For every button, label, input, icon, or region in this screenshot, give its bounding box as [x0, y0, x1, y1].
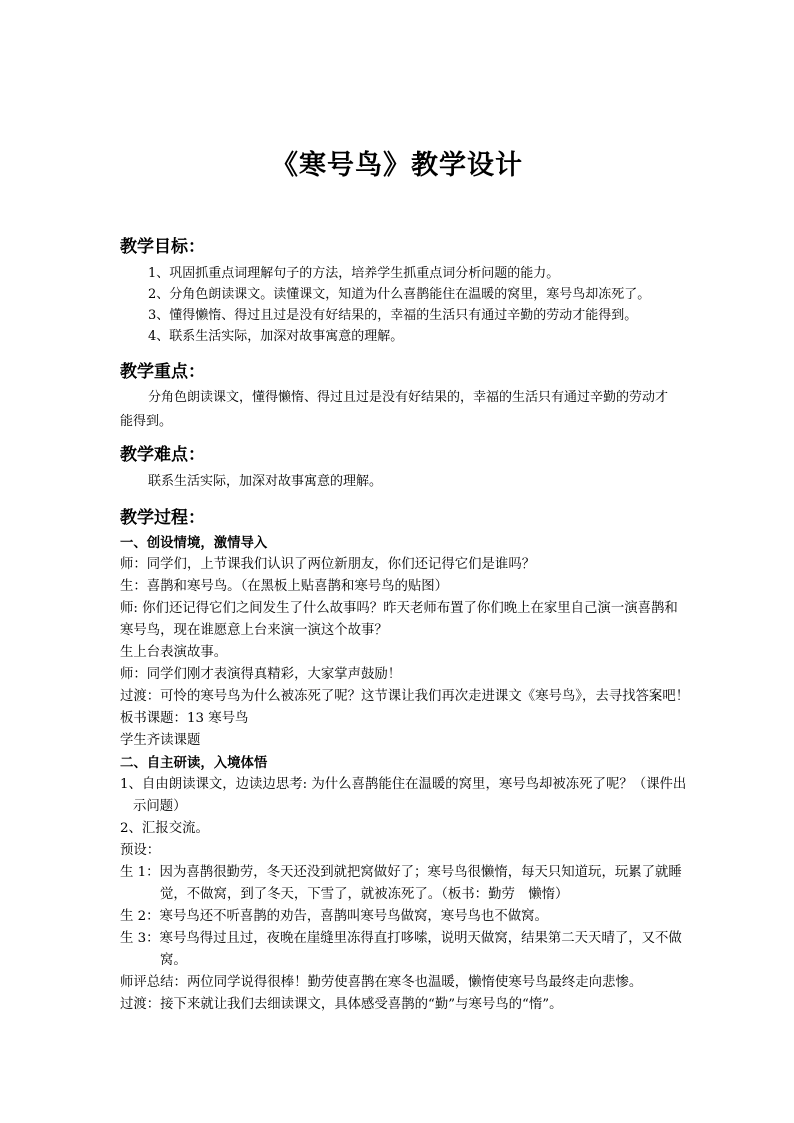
difficulty-heading: 教学难点： — [120, 445, 205, 465]
process-line: 师评总结：两位同学说得很棒！勤劳使喜鹊在寒冬也温暖，懒惰使寒号鸟最终走向悲惨。 — [120, 975, 643, 990]
process-line: 生 2：寒号鸟还不听喜鹊的劝告，喜鹊叫寒号鸟做窝，寒号鸟也不做窝。 — [120, 909, 548, 924]
goal-item: 1、巩固抓重点词理解句子的方法，培养学生抓重点词分析问题的能力。 — [148, 266, 560, 281]
goal-item: 4、联系生活实际，加深对故事寓意的理解。 — [148, 329, 404, 344]
process-line: 师：同学们，上节课我们认识了两位新朋友，你们还记得它们是谁吗？ — [120, 557, 536, 572]
process-line: 1、自由朗读课文，边读边思考: 为什么喜鹊能住在温暖的窝里，寒号鸟却被冻死了呢？（课件出示问题） — [120, 777, 687, 814]
process-line: 过渡：可怜的寒号鸟为什么被冻死了呢？这节课让我们再次走进课文《寒号鸟》，去寻找答案吧！ — [120, 689, 690, 704]
goal-item: 3、懂得懒惰、得过且过是没有好结果的，幸福的生活只有通过辛勤的劳动才能得到。 — [148, 308, 638, 323]
key-text: 分角色朗读课文，懂得懒惰、得过且过是没有好结果的，幸福的生活只有通过辛勤的劳动才能得到。 — [120, 390, 669, 429]
process-line: 生 3：寒号鸟得过且过，夜晚在崖缝里冻得直打哆嗦，说明天做窝，结果第二天天晴了，又不做窝。 — [120, 931, 682, 968]
difficulty-text: 联系生活实际，加深对故事寓意的理解。 — [148, 474, 383, 489]
process-line: 过渡：接下来就让我们去细读课文，具体感受喜鹊的“勤”与寒号鸟的“惰”。 — [120, 997, 563, 1012]
process-subheading: 二、自主研读，入境体悟 — [120, 755, 268, 771]
process-line: 师: 你们还记得它们之间发生了什么故事吗？昨天老师布置了你们晚上在家里自己演一演喜鹊和寒号鸟，现在谁愿意上台来演一演这个故事？ — [120, 601, 678, 638]
process-line: 生上台表演故事。 — [120, 645, 228, 660]
process-line: 生：喜鹊和寒号鸟。（在黑板上贴喜鹊和寒号鸟的贴图） — [120, 579, 449, 594]
process-line: 板书课题：13 寒号鸟 — [120, 711, 249, 726]
process-heading: 教学过程： — [120, 508, 205, 528]
process-line: 学生齐读课题 — [120, 733, 201, 748]
process-body — [120, 532, 690, 1016]
goals-heading: 教学目标： — [120, 237, 205, 257]
process-line: 2、汇报交流。 — [120, 821, 209, 836]
goals-list — [120, 263, 718, 347]
process-line: 师：同学们刚才表演得真精彩，大家掌声鼓励！ — [120, 667, 402, 682]
goal-item: 2、分角色朗读课文。读懂课文，知道为什么喜鹊能住在温暖的窝里，寒号鸟却冻死了。 — [148, 287, 651, 302]
key-heading: 教学重点： — [120, 362, 205, 382]
document-title: 《寒号鸟》教学设计 — [271, 150, 523, 181]
process-subheading: 一、创设情境，激情导入 — [120, 535, 268, 551]
process-line: 生 1：因为喜鹊很勤劳，冬天还没到就把窝做好了；寒号鸟很懒惰，每天只知道玩，玩累了就睡觉，不做窝，到了冬天，下雪了，就被冻死了。（板书：勤劳 懒惰） — [120, 865, 682, 902]
process-line: 预设： — [120, 843, 161, 858]
